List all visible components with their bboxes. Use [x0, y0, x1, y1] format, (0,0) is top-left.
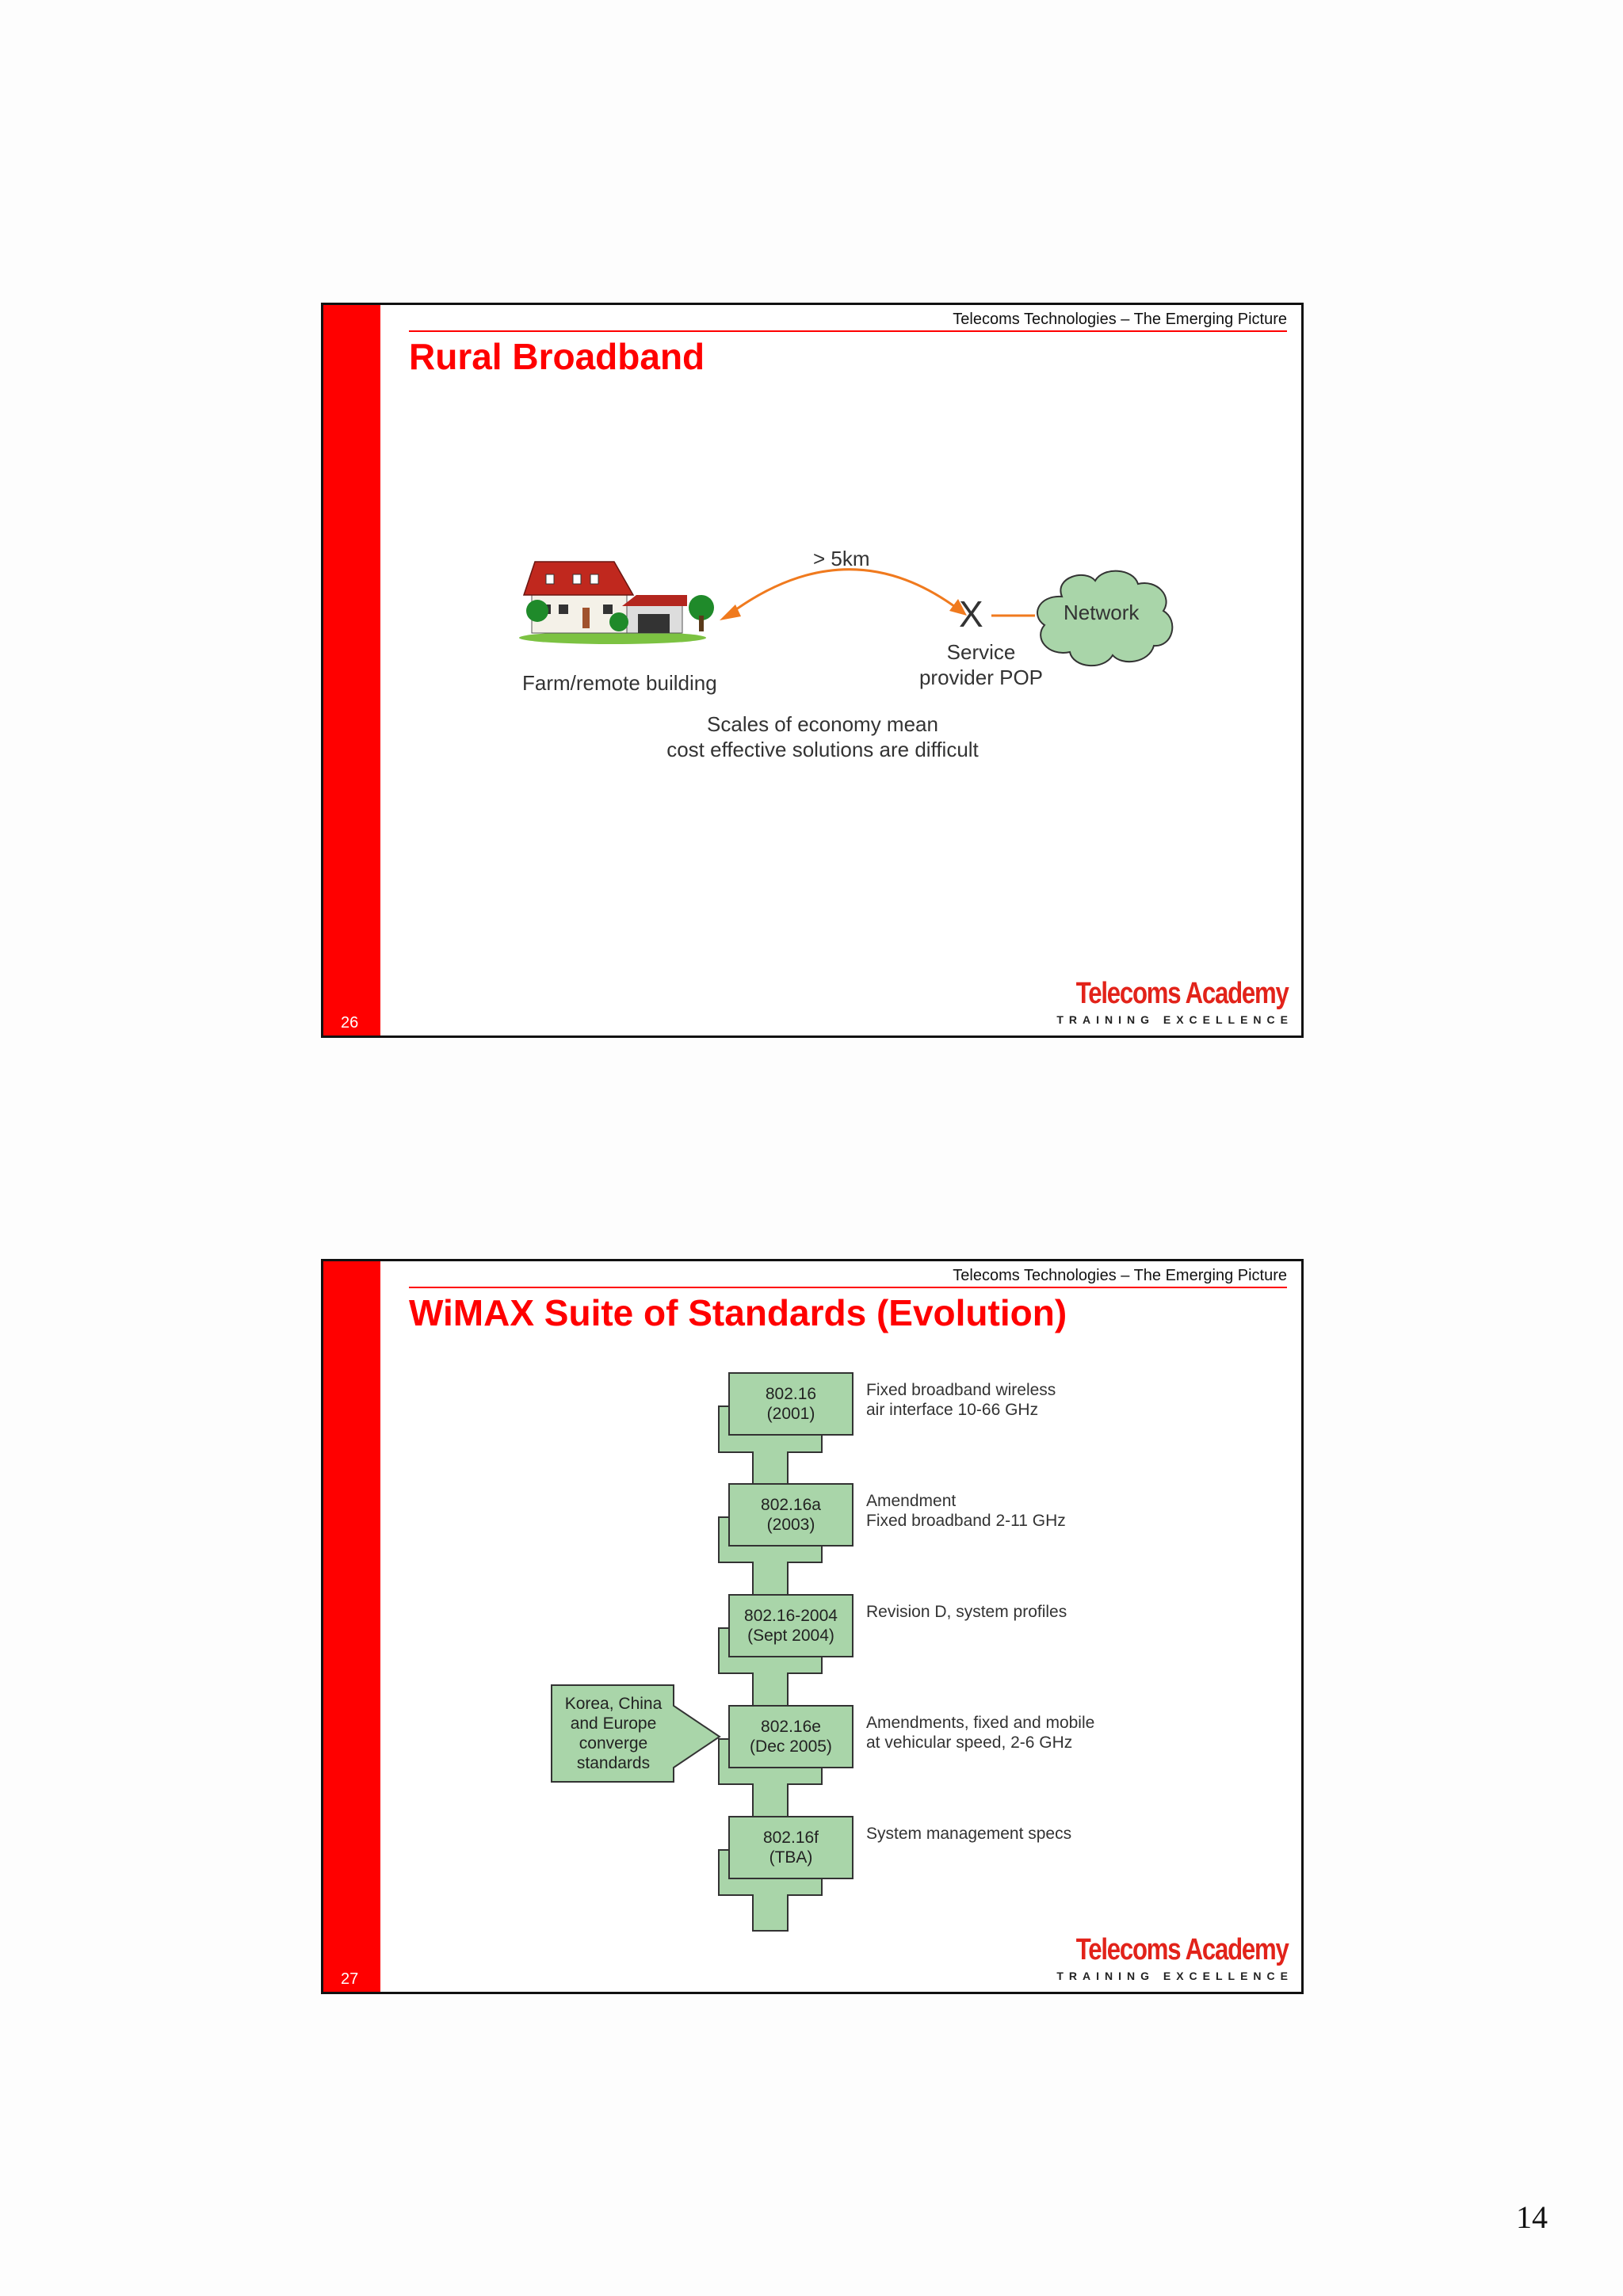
slide-wimax-standards: [321, 1259, 1304, 1994]
caption: [624, 711, 1021, 762]
caption-line1: Scales of economy mean: [707, 712, 938, 736]
standard-date: (2003): [766, 1516, 815, 1534]
logo-main: Telecoms Academy: [1076, 977, 1289, 1010]
desc-line2: air interface 10-66 GHz: [866, 1401, 1039, 1419]
telecoms-academy-logo: [1029, 977, 1293, 1026]
telecoms-academy-logo: [1029, 1933, 1293, 1982]
slide-header: Telecoms Technologies – The Emerging Picture: [409, 1264, 1287, 1288]
slide-number: 27: [341, 1970, 359, 1988]
side-arrow-shape: [323, 1261, 1304, 1994]
desc-line1: Amendment: [866, 1492, 957, 1510]
standard-date: (Sept 2004): [747, 1627, 834, 1645]
network-label: Network: [1064, 601, 1140, 624]
logo-sub: TRAINING EXCELLENCE: [1056, 1013, 1293, 1026]
standard-name: 802.16-2004: [744, 1607, 838, 1625]
standard-date: (TBA): [769, 1848, 813, 1867]
slide-title: Rural Broadband: [409, 336, 705, 377]
pop-label-line2: provider POP: [918, 666, 1044, 689]
desc-line1: Revision D, system profiles: [866, 1603, 1067, 1621]
slide-title: WiMAX Suite of Standards (Evolution): [409, 1292, 1067, 1333]
side-line4: standards: [576, 1754, 651, 1772]
pop-marker: X: [959, 593, 983, 635]
desc-line2: Fixed broadband 2-11 GHz: [866, 1512, 1066, 1530]
pop-label-line1: Service: [946, 640, 1016, 664]
standard-name: 802.16: [765, 1385, 817, 1403]
caption-line2: cost effective solutions are difficult: [666, 738, 979, 761]
desc-line1: System management specs: [866, 1825, 1072, 1843]
desc-line1: Fixed broadband wireless: [866, 1381, 1056, 1399]
logo-sub: TRAINING EXCELLENCE: [1056, 1970, 1293, 1982]
distance-label: > 5km: [813, 547, 870, 570]
farm-label: Farm/remote building: [522, 671, 717, 695]
standard-date: (2001): [766, 1405, 815, 1423]
standard-name: 802.16e: [761, 1718, 821, 1736]
slide-rural-broadband: [321, 303, 1304, 1038]
page-number: 14: [1516, 2199, 1548, 2235]
standard-name: 802.16f: [762, 1829, 819, 1847]
standard-name: 802.16a: [761, 1496, 821, 1514]
convergence-box: [553, 1687, 674, 1780]
desc-line1: Amendments, fixed and mobile: [866, 1714, 1095, 1732]
standard-date: (Dec 2005): [750, 1737, 832, 1756]
side-line1: Korea, China: [564, 1695, 663, 1713]
desc-line2: at vehicular speed, 2-6 GHz: [866, 1733, 1073, 1752]
slide-header: Telecoms Technologies – The Emerging Picture: [409, 308, 1287, 332]
side-line2: and Europe: [570, 1714, 657, 1733]
slide-number: 26: [341, 1014, 359, 1032]
side-line3: converge: [579, 1734, 648, 1753]
logo-main: Telecoms Academy: [1076, 1933, 1289, 1966]
